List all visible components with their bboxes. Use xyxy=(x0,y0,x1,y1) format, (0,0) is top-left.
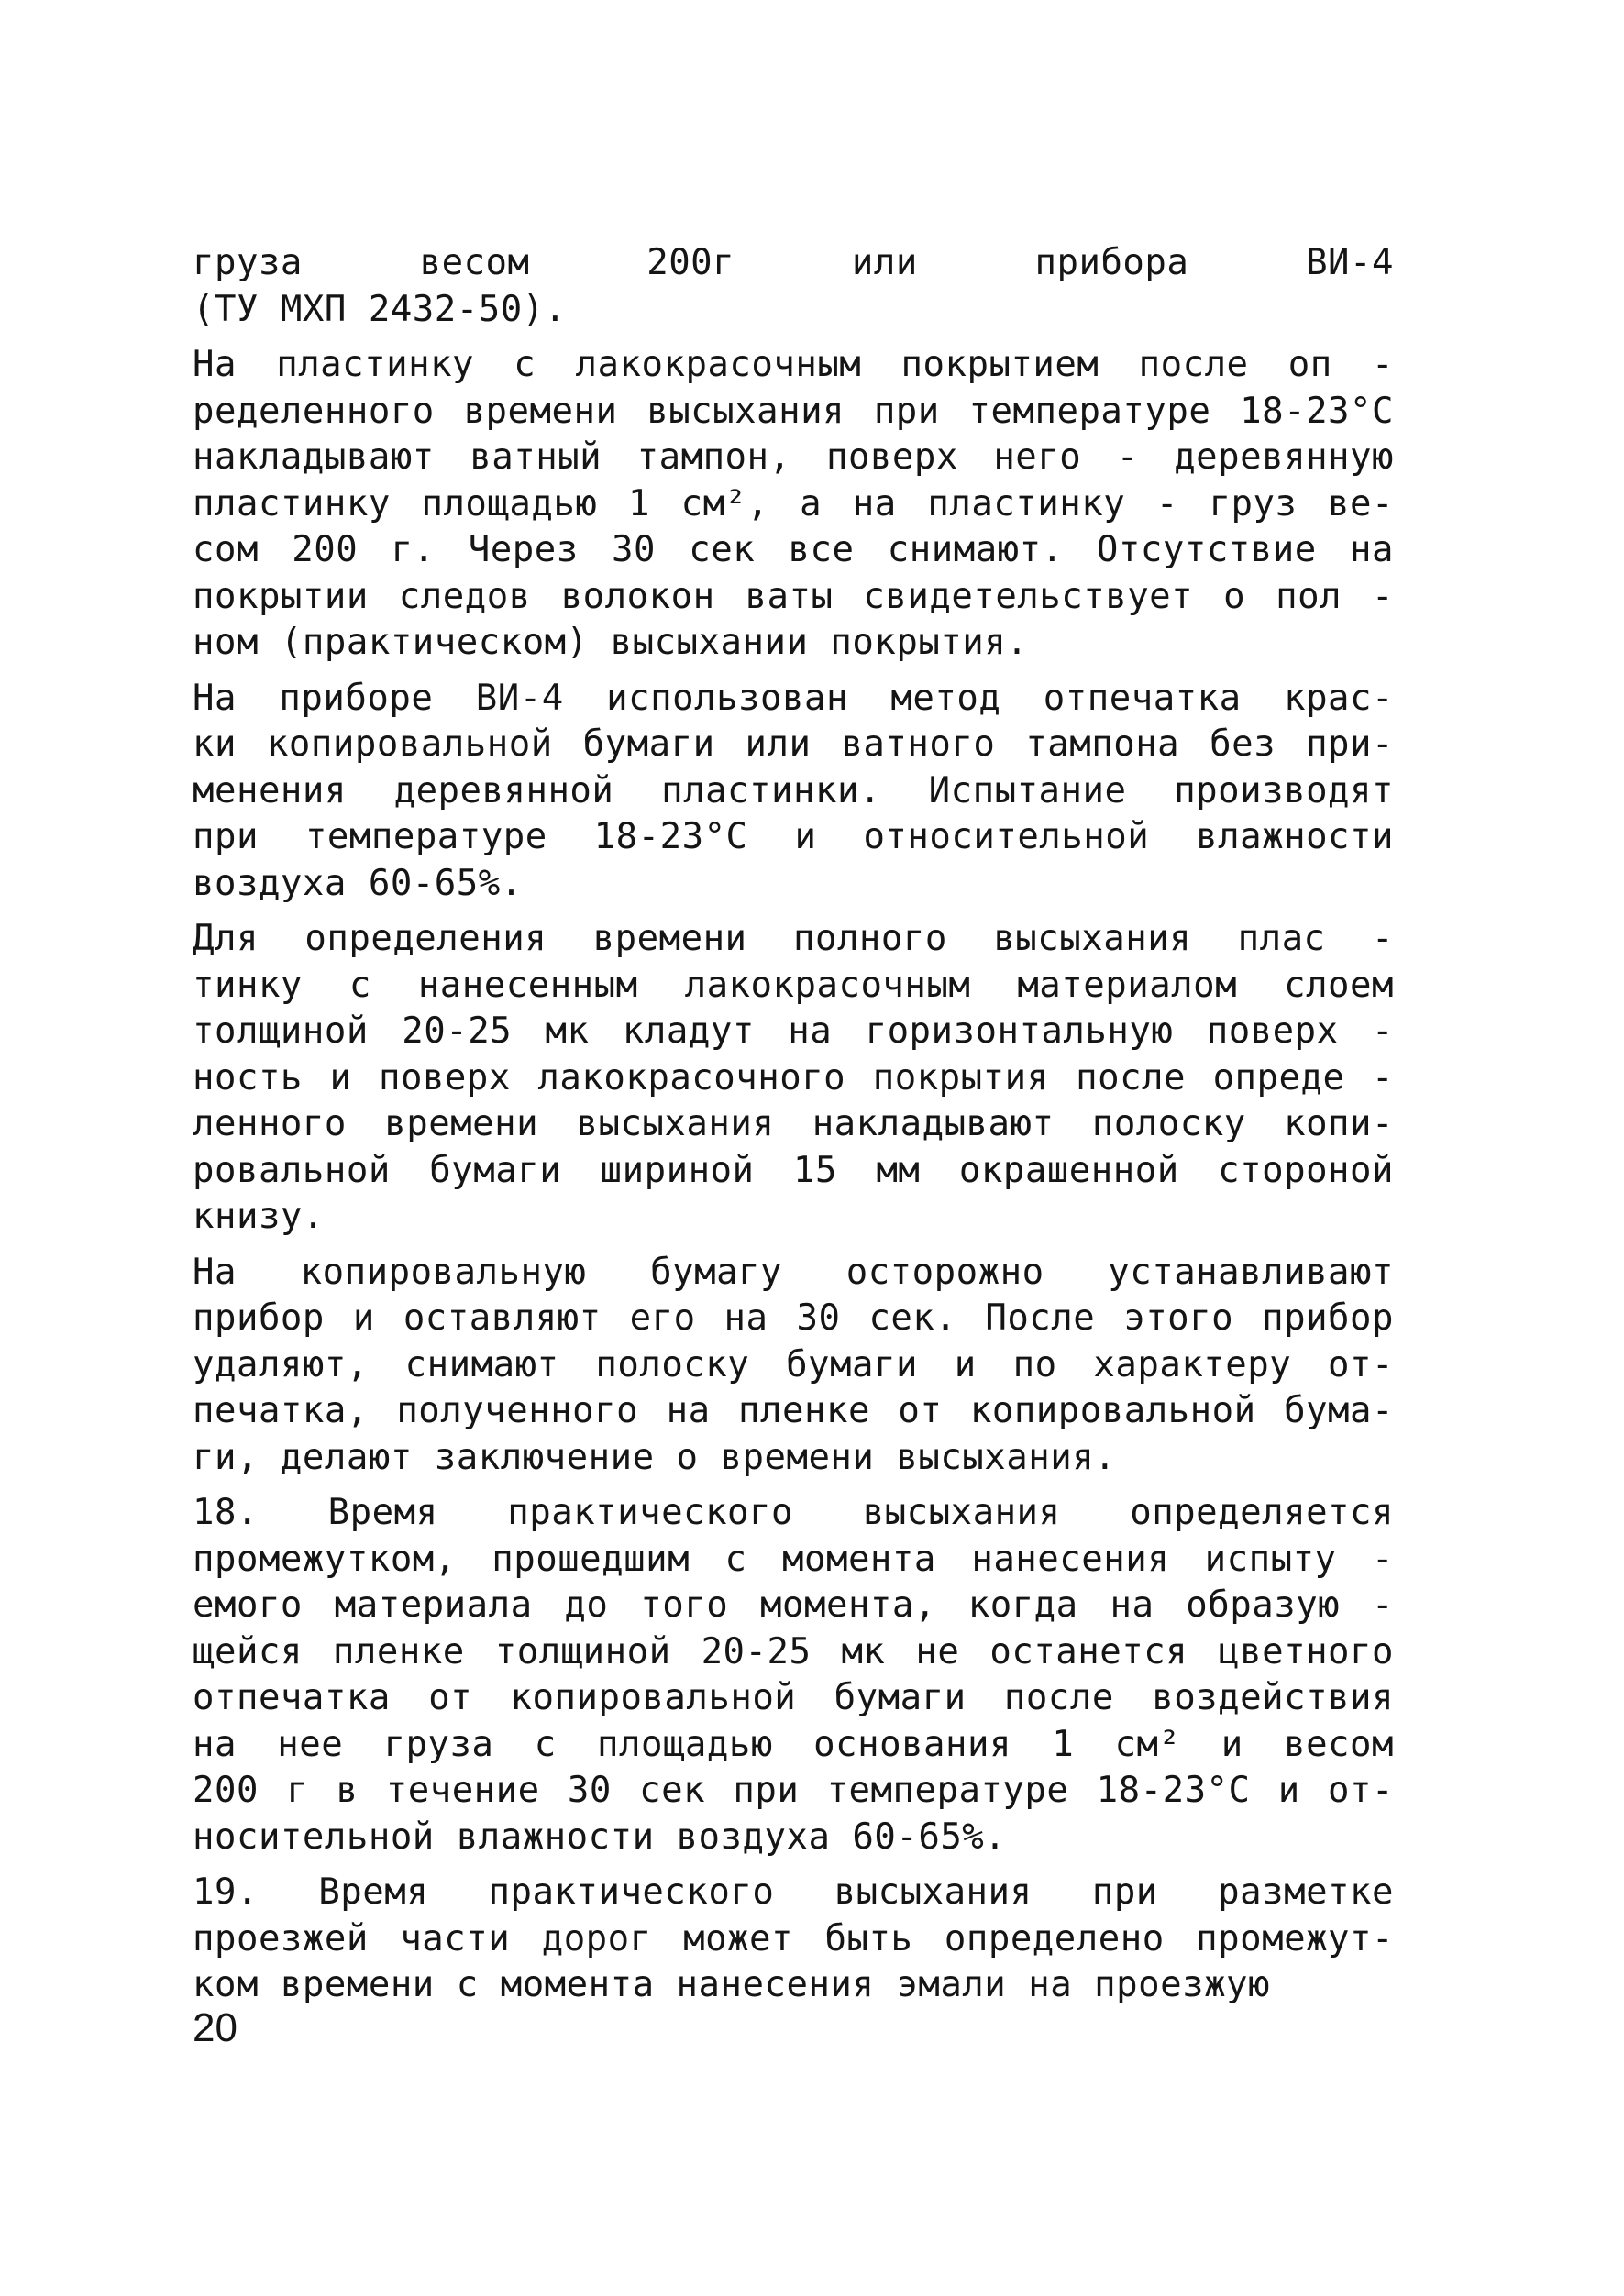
text-line: ровальной бумаги шириной 15 мм окрашенной стороной xyxy=(193,1149,1394,1191)
text-line: (ТУ МХП 2432-50). xyxy=(193,288,567,330)
text-line: На пластинку с лакокрасочным покрытием после оп - xyxy=(193,344,1394,385)
text-line: покрытии следов волокон ваты свидетельствует о пол - xyxy=(193,575,1394,617)
text-line: щейся пленке толщиной 20-25 мк не останется цветного xyxy=(193,1630,1394,1672)
text-line: промежутком, прошедшим с момента нанесения испыту - xyxy=(193,1538,1394,1580)
text-line: пластинку площадью 1 см², а на пластинку - груз ве- xyxy=(193,482,1394,524)
text-line: Для определения времени полного высыхания плас - xyxy=(193,918,1394,959)
text-line: тинку с нанесенным лакокрасочным материалом слоем xyxy=(193,964,1394,1006)
text-line: ность и поверх лакокрасочного покрытия после опреде - xyxy=(193,1056,1394,1098)
paragraph xyxy=(193,1250,1394,1482)
text-line: 200 г в течение 30 сек при температуре 18-23°С и от- xyxy=(193,1770,1394,1811)
text-line: на нее груза с площадью основания 1 см² и весом xyxy=(193,1723,1394,1765)
page-number: 20 xyxy=(193,2005,238,2050)
text-line: На приборе ВИ-4 использован метод отпечатка крас- xyxy=(193,677,1394,719)
text-line: проезжей части дорог может быть определено промежут- xyxy=(193,1917,1394,1959)
paragraph xyxy=(193,1490,1394,1860)
text-line: накладывают ватный тампон, поверх него - деревянную xyxy=(193,436,1394,478)
text-line: ком времени с момента нанесения эмали на проезжую xyxy=(193,1964,1271,2005)
text-line: ги, делают заключение о времени высыхания. xyxy=(193,1436,1117,1478)
paragraph xyxy=(193,1870,1394,2009)
text-line: сом 200 г. Через 30 сек все снимают. Отсутствие на xyxy=(193,529,1394,570)
text-line: печатка, полученного на пленке от копировальной бума- xyxy=(193,1390,1394,1431)
text-line: прибор и оставляют его на 30 сек. После этого прибор xyxy=(193,1297,1394,1339)
text-line: отпечатка от копировальной бумаги после воздействия xyxy=(193,1677,1394,1718)
text-line: книзу. xyxy=(193,1196,325,1237)
text-line: груза весом 200г или прибора ВИ-4 xyxy=(193,242,1394,283)
paragraph xyxy=(193,342,1394,667)
text-line: На копировальную бумагу осторожно устанавливают xyxy=(193,1251,1394,1293)
paragraph xyxy=(193,240,1394,333)
text-line: емого материала до того момента, когда на образую - xyxy=(193,1584,1394,1626)
text-line: удаляют, снимают полоску бумаги и по характеру от- xyxy=(193,1343,1394,1385)
body-text xyxy=(193,240,1394,2018)
paragraph xyxy=(193,676,1394,908)
text-line: воздуха 60-65%. xyxy=(193,862,523,904)
text-line: ном (практическом) высыхании покрытия. xyxy=(193,622,1029,663)
text-line: ленного времени высыхания накладывают полоску копи- xyxy=(193,1103,1394,1144)
text-line: при температуре 18-23°С и относительной влажности xyxy=(193,816,1394,857)
text-line: толщиной 20-25 мк кладут на горизонтальную поверх - xyxy=(193,1010,1394,1052)
text-line: ки копировальной бумаги или ватного тампона без при- xyxy=(193,723,1394,765)
text-line: 19. Время практического высыхания при разметке xyxy=(193,1871,1394,1913)
text-line: ределенного времени высыхания при температуре 18-23°С xyxy=(193,390,1394,432)
text-line: 18. Время практического высыхания определяется xyxy=(193,1492,1394,1533)
text-line: менения деревянной пластинки. Испытание производят xyxy=(193,769,1394,811)
paragraph xyxy=(193,916,1394,1241)
text-line: носительной влажности воздуха 60-65%. xyxy=(193,1816,1007,1858)
